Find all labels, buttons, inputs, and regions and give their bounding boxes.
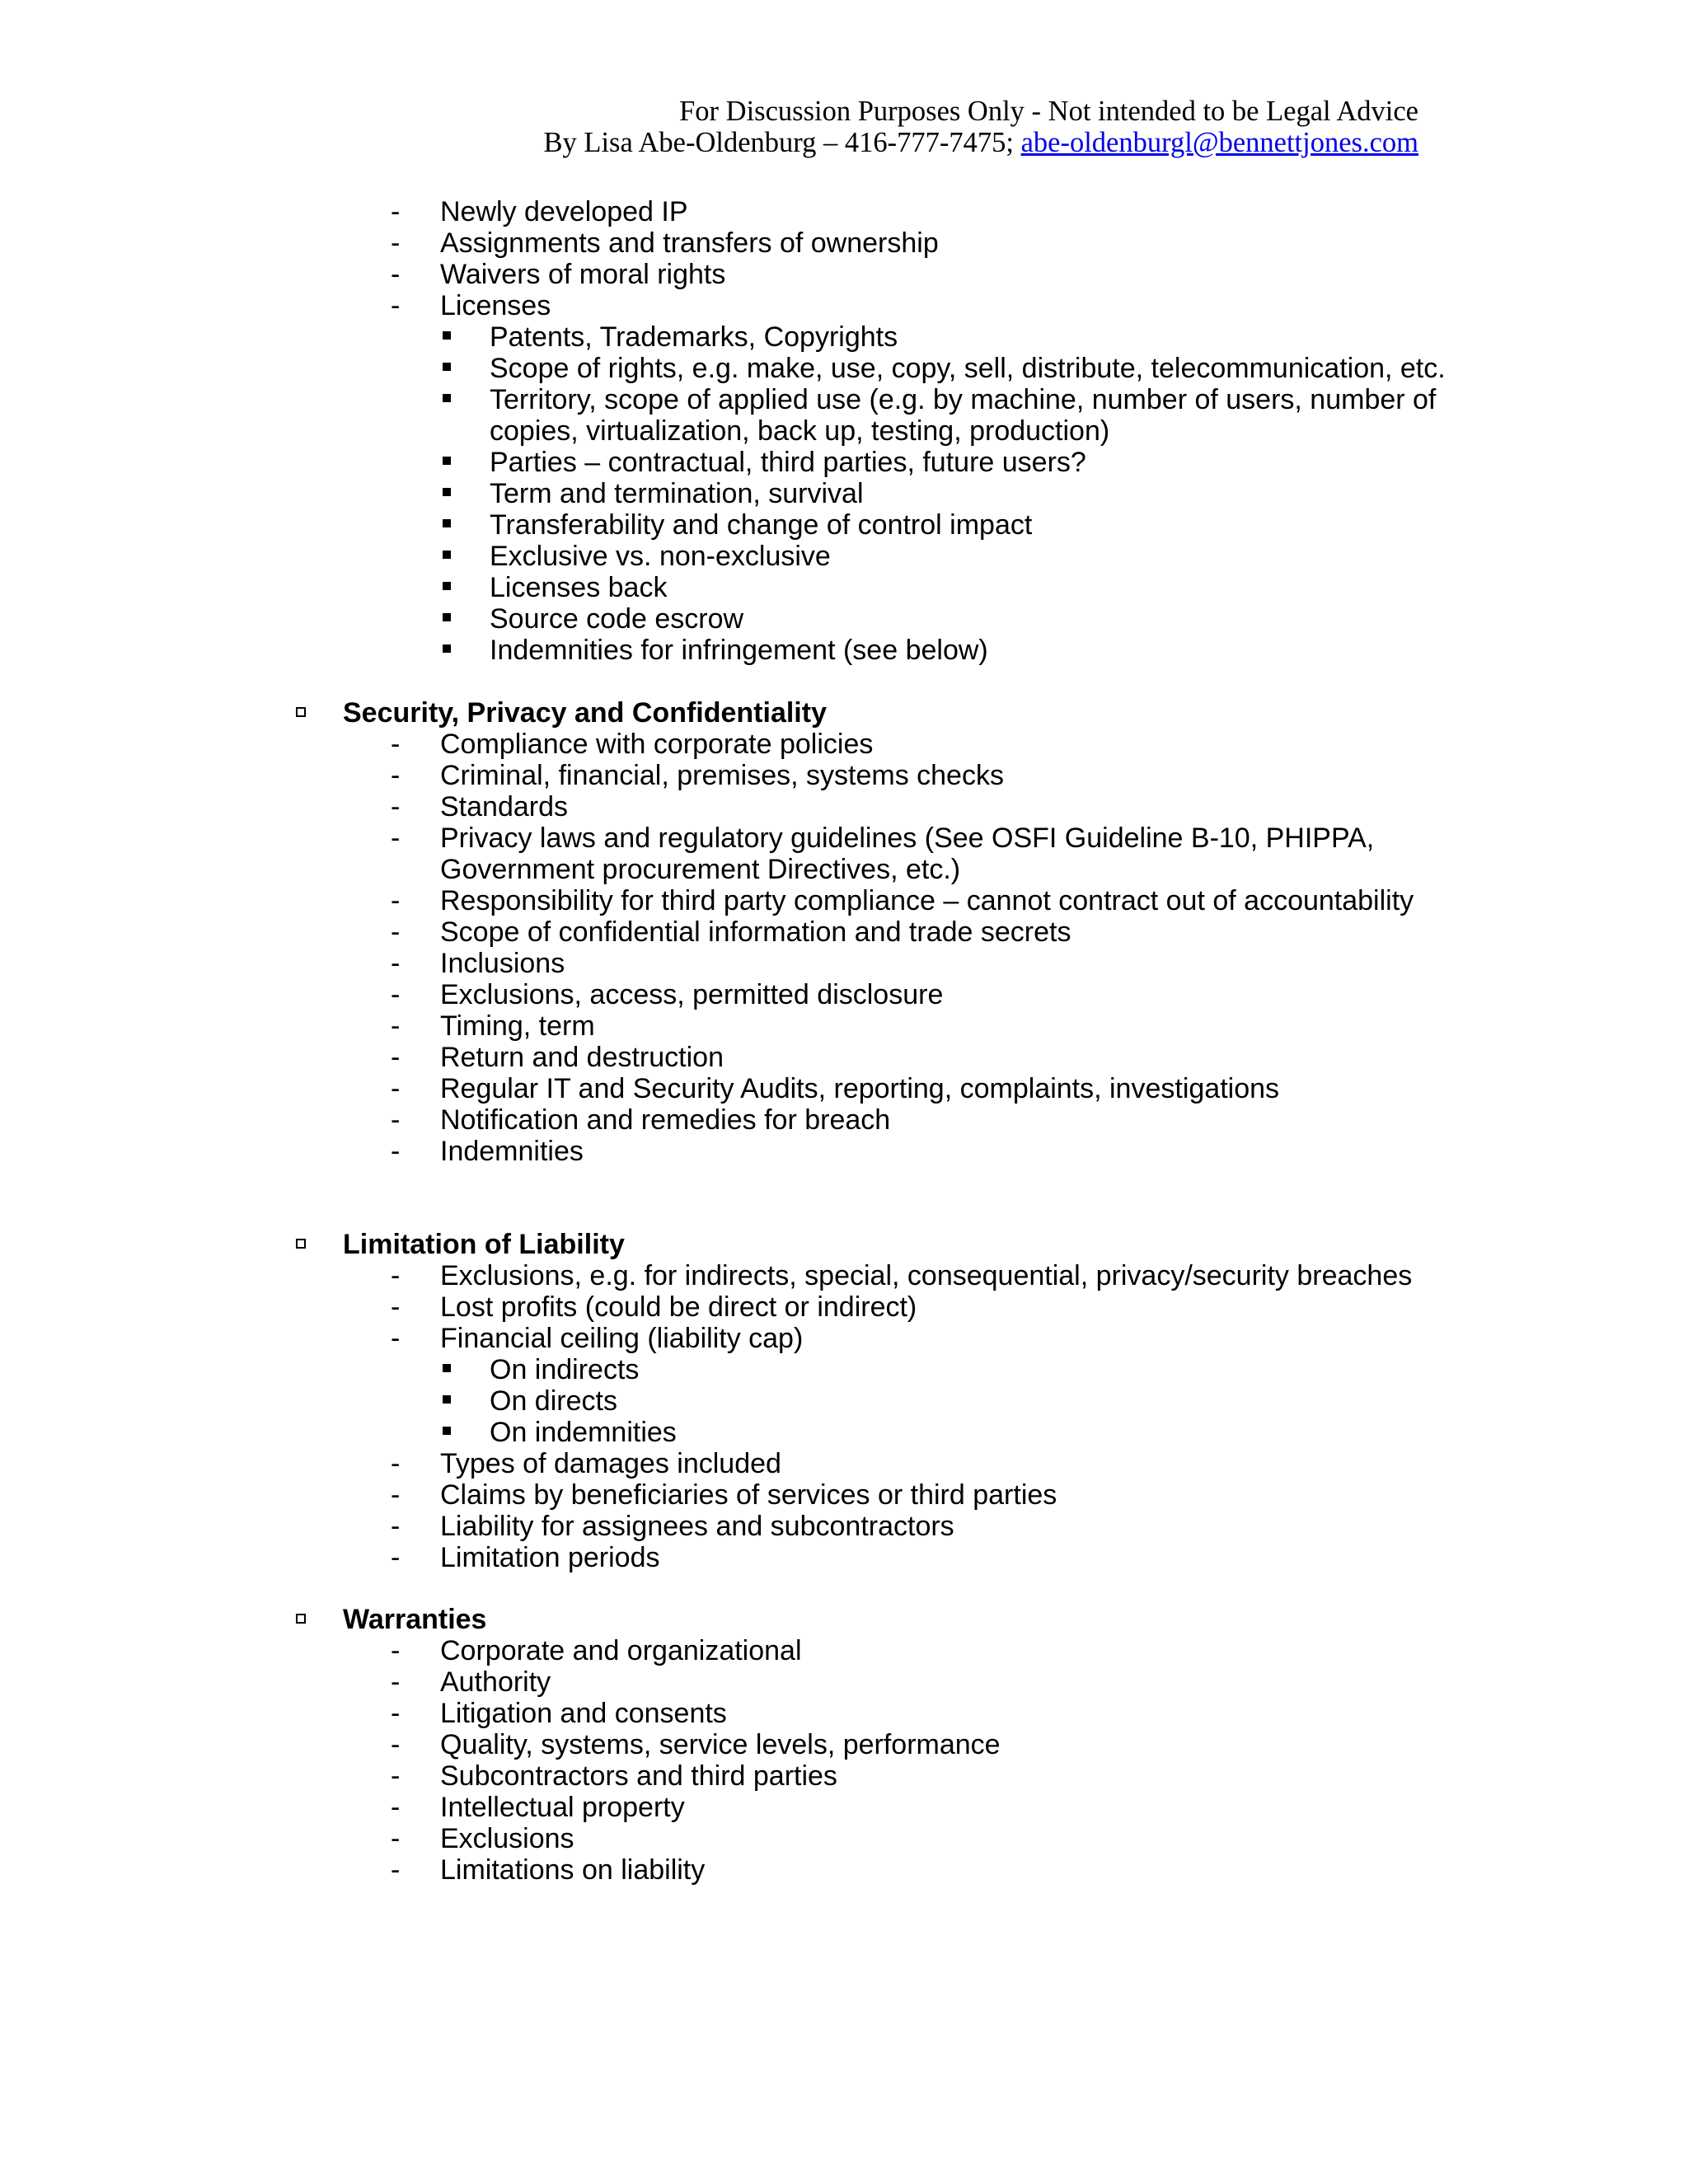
list-item-text: Lost profits (could be direct or indirect) <box>440 1291 917 1323</box>
sub-list-item-text: Indemnities for infringement (see below) <box>490 635 988 666</box>
list-item-text: Inclusions <box>440 948 565 979</box>
list-item-text: Exclusions, access, permitted disclosure <box>440 979 944 1010</box>
author-line <box>544 127 1418 158</box>
sub-list-item-text: Patents, Trademarks, Copyrights <box>490 321 898 353</box>
dash-bullet: - <box>391 948 401 979</box>
square-bullet-icon <box>443 394 451 402</box>
dash-bullet: - <box>391 1542 401 1573</box>
dash-bullet: - <box>391 227 401 259</box>
disclaimer-line: For Discussion Purposes Only - Not intended to be Legal Advice <box>679 96 1418 127</box>
list-item-text: Exclusions, e.g. for indirects, special, consequential, privacy/security breaches <box>440 1260 1413 1291</box>
list-item-text: Privacy laws and regulatory guidelines (See OSFI Guideline B-10, PHIPPA, <box>440 823 1375 854</box>
dash-bullet: - <box>391 1479 401 1511</box>
list-item-text: Limitation periods <box>440 1542 660 1573</box>
sub-list-item-text: On directs <box>490 1385 617 1417</box>
square-bullet-icon <box>443 488 451 496</box>
list-item-text: Claims by beneficiaries of services or third parties <box>440 1479 1057 1511</box>
list-item-text: Assignments and transfers of ownership <box>440 227 939 259</box>
dash-bullet: - <box>391 1635 401 1666</box>
list-item-text: Return and destruction <box>440 1042 724 1073</box>
dash-bullet: - <box>391 1823 401 1854</box>
dash-bullet: - <box>391 1511 401 1542</box>
square-bullet-icon <box>443 1427 451 1435</box>
dash-bullet: - <box>391 979 401 1010</box>
list-item-text: Quality, systems, service levels, performance <box>440 1729 1001 1760</box>
list-item-text: Compliance with corporate policies <box>440 729 874 760</box>
list-item-text: Responsibility for third party compliance – cannot contract out of accountability <box>440 885 1414 916</box>
section-title: Limitation of Liability <box>343 1229 625 1260</box>
square-bullet-icon <box>443 331 451 340</box>
list-item-text: Subcontractors and third parties <box>440 1760 837 1792</box>
list-item-text: Litigation and consents <box>440 1698 727 1729</box>
checkbox-bullet-icon <box>296 1239 306 1249</box>
sub-list-item-text: Licenses back <box>490 572 668 603</box>
email-link[interactable]: abe-oldenburgl@bennettjones.com <box>1020 127 1418 158</box>
square-bullet-icon <box>443 644 451 653</box>
dash-bullet: - <box>391 290 401 321</box>
dash-bullet: - <box>391 1448 401 1479</box>
sub-list-item-text: Term and termination, survival <box>490 478 864 509</box>
square-bullet-icon <box>443 519 451 527</box>
list-item-text: Exclusions <box>440 1823 574 1854</box>
section-title: Security, Privacy and Confidentiality <box>343 697 827 729</box>
list-item-text: Waivers of moral rights <box>440 259 726 290</box>
checkbox-bullet-icon <box>296 1614 306 1624</box>
dash-bullet: - <box>391 760 401 791</box>
square-bullet-icon <box>443 1395 451 1404</box>
dash-bullet: - <box>391 1291 401 1323</box>
dash-bullet: - <box>391 1104 401 1136</box>
list-item-text: Liability for assignees and subcontractors <box>440 1511 954 1542</box>
sub-list-item-text: Transferability and change of control impact <box>490 509 1033 541</box>
checkbox-bullet-icon <box>296 707 306 717</box>
list-item-text: Regular IT and Security Audits, reporting, complaints, investigations <box>440 1073 1280 1104</box>
list-item-text: Criminal, financial, premises, systems checks <box>440 760 1004 791</box>
dash-bullet: - <box>391 823 401 854</box>
dash-bullet: - <box>391 1666 401 1698</box>
square-bullet-icon <box>443 551 451 559</box>
dash-bullet: - <box>391 1323 401 1354</box>
list-item-text: Licenses <box>440 290 551 321</box>
list-item-text: Newly developed IP <box>440 196 688 227</box>
dash-bullet: - <box>391 1260 401 1291</box>
sub-list-item-text: Exclusive vs. non-exclusive <box>490 541 831 572</box>
dash-bullet: - <box>391 1698 401 1729</box>
author-contact: By Lisa Abe-Oldenburg – 416-777-7475; <box>543 127 1021 158</box>
dash-bullet: - <box>391 916 401 948</box>
section-title: Warranties <box>343 1604 487 1635</box>
dash-bullet: - <box>391 1136 401 1167</box>
dash-bullet: - <box>391 259 401 290</box>
square-bullet-icon <box>443 582 451 590</box>
sub-list-item-text: Territory, scope of applied use (e.g. by machine, number of users, number of <box>490 384 1437 415</box>
sub-list-item-text: On indemnities <box>490 1417 677 1448</box>
dash-bullet: - <box>391 729 401 760</box>
dash-bullet: - <box>391 885 401 916</box>
list-item-text: Intellectual property <box>440 1792 685 1823</box>
square-bullet-icon <box>443 363 451 371</box>
list-item-text: Corporate and organizational <box>440 1635 802 1666</box>
square-bullet-icon <box>443 613 451 621</box>
list-item-text: Authority <box>440 1666 551 1698</box>
square-bullet-icon <box>443 1364 451 1372</box>
dash-bullet: - <box>391 1010 401 1042</box>
dash-bullet: - <box>391 1854 401 1886</box>
list-item-text: Types of damages included <box>440 1448 781 1479</box>
sub-list-item-text: Scope of rights, e.g. make, use, copy, sell, distribute, telecommunication, etc. <box>490 353 1446 384</box>
square-bullet-icon <box>443 457 451 465</box>
dash-bullet: - <box>391 196 401 227</box>
list-item-text: Financial ceiling (liability cap) <box>440 1323 804 1354</box>
list-item-text: Government procurement Directives, etc.) <box>440 854 961 885</box>
dash-bullet: - <box>391 1760 401 1792</box>
dash-bullet: - <box>391 1792 401 1823</box>
sub-list-item-text: copies, virtualization, back up, testing, production) <box>490 415 1110 447</box>
list-item-text: Standards <box>440 791 568 823</box>
dash-bullet: - <box>391 1073 401 1104</box>
dash-bullet: - <box>391 791 401 823</box>
sub-list-item-text: Source code escrow <box>490 603 744 635</box>
list-item-text: Notification and remedies for breach <box>440 1104 891 1136</box>
dash-bullet: - <box>391 1729 401 1760</box>
list-item-text: Indemnities <box>440 1136 584 1167</box>
page-header <box>544 96 1418 158</box>
list-item-text: Timing, term <box>440 1010 595 1042</box>
sub-list-item-text: Parties – contractual, third parties, future users? <box>490 447 1086 478</box>
list-item-text: Limitations on liability <box>440 1854 706 1886</box>
sub-list-item-text: On indirects <box>490 1354 640 1385</box>
list-item-text: Scope of confidential information and trade secrets <box>440 916 1071 948</box>
dash-bullet: - <box>391 1042 401 1073</box>
